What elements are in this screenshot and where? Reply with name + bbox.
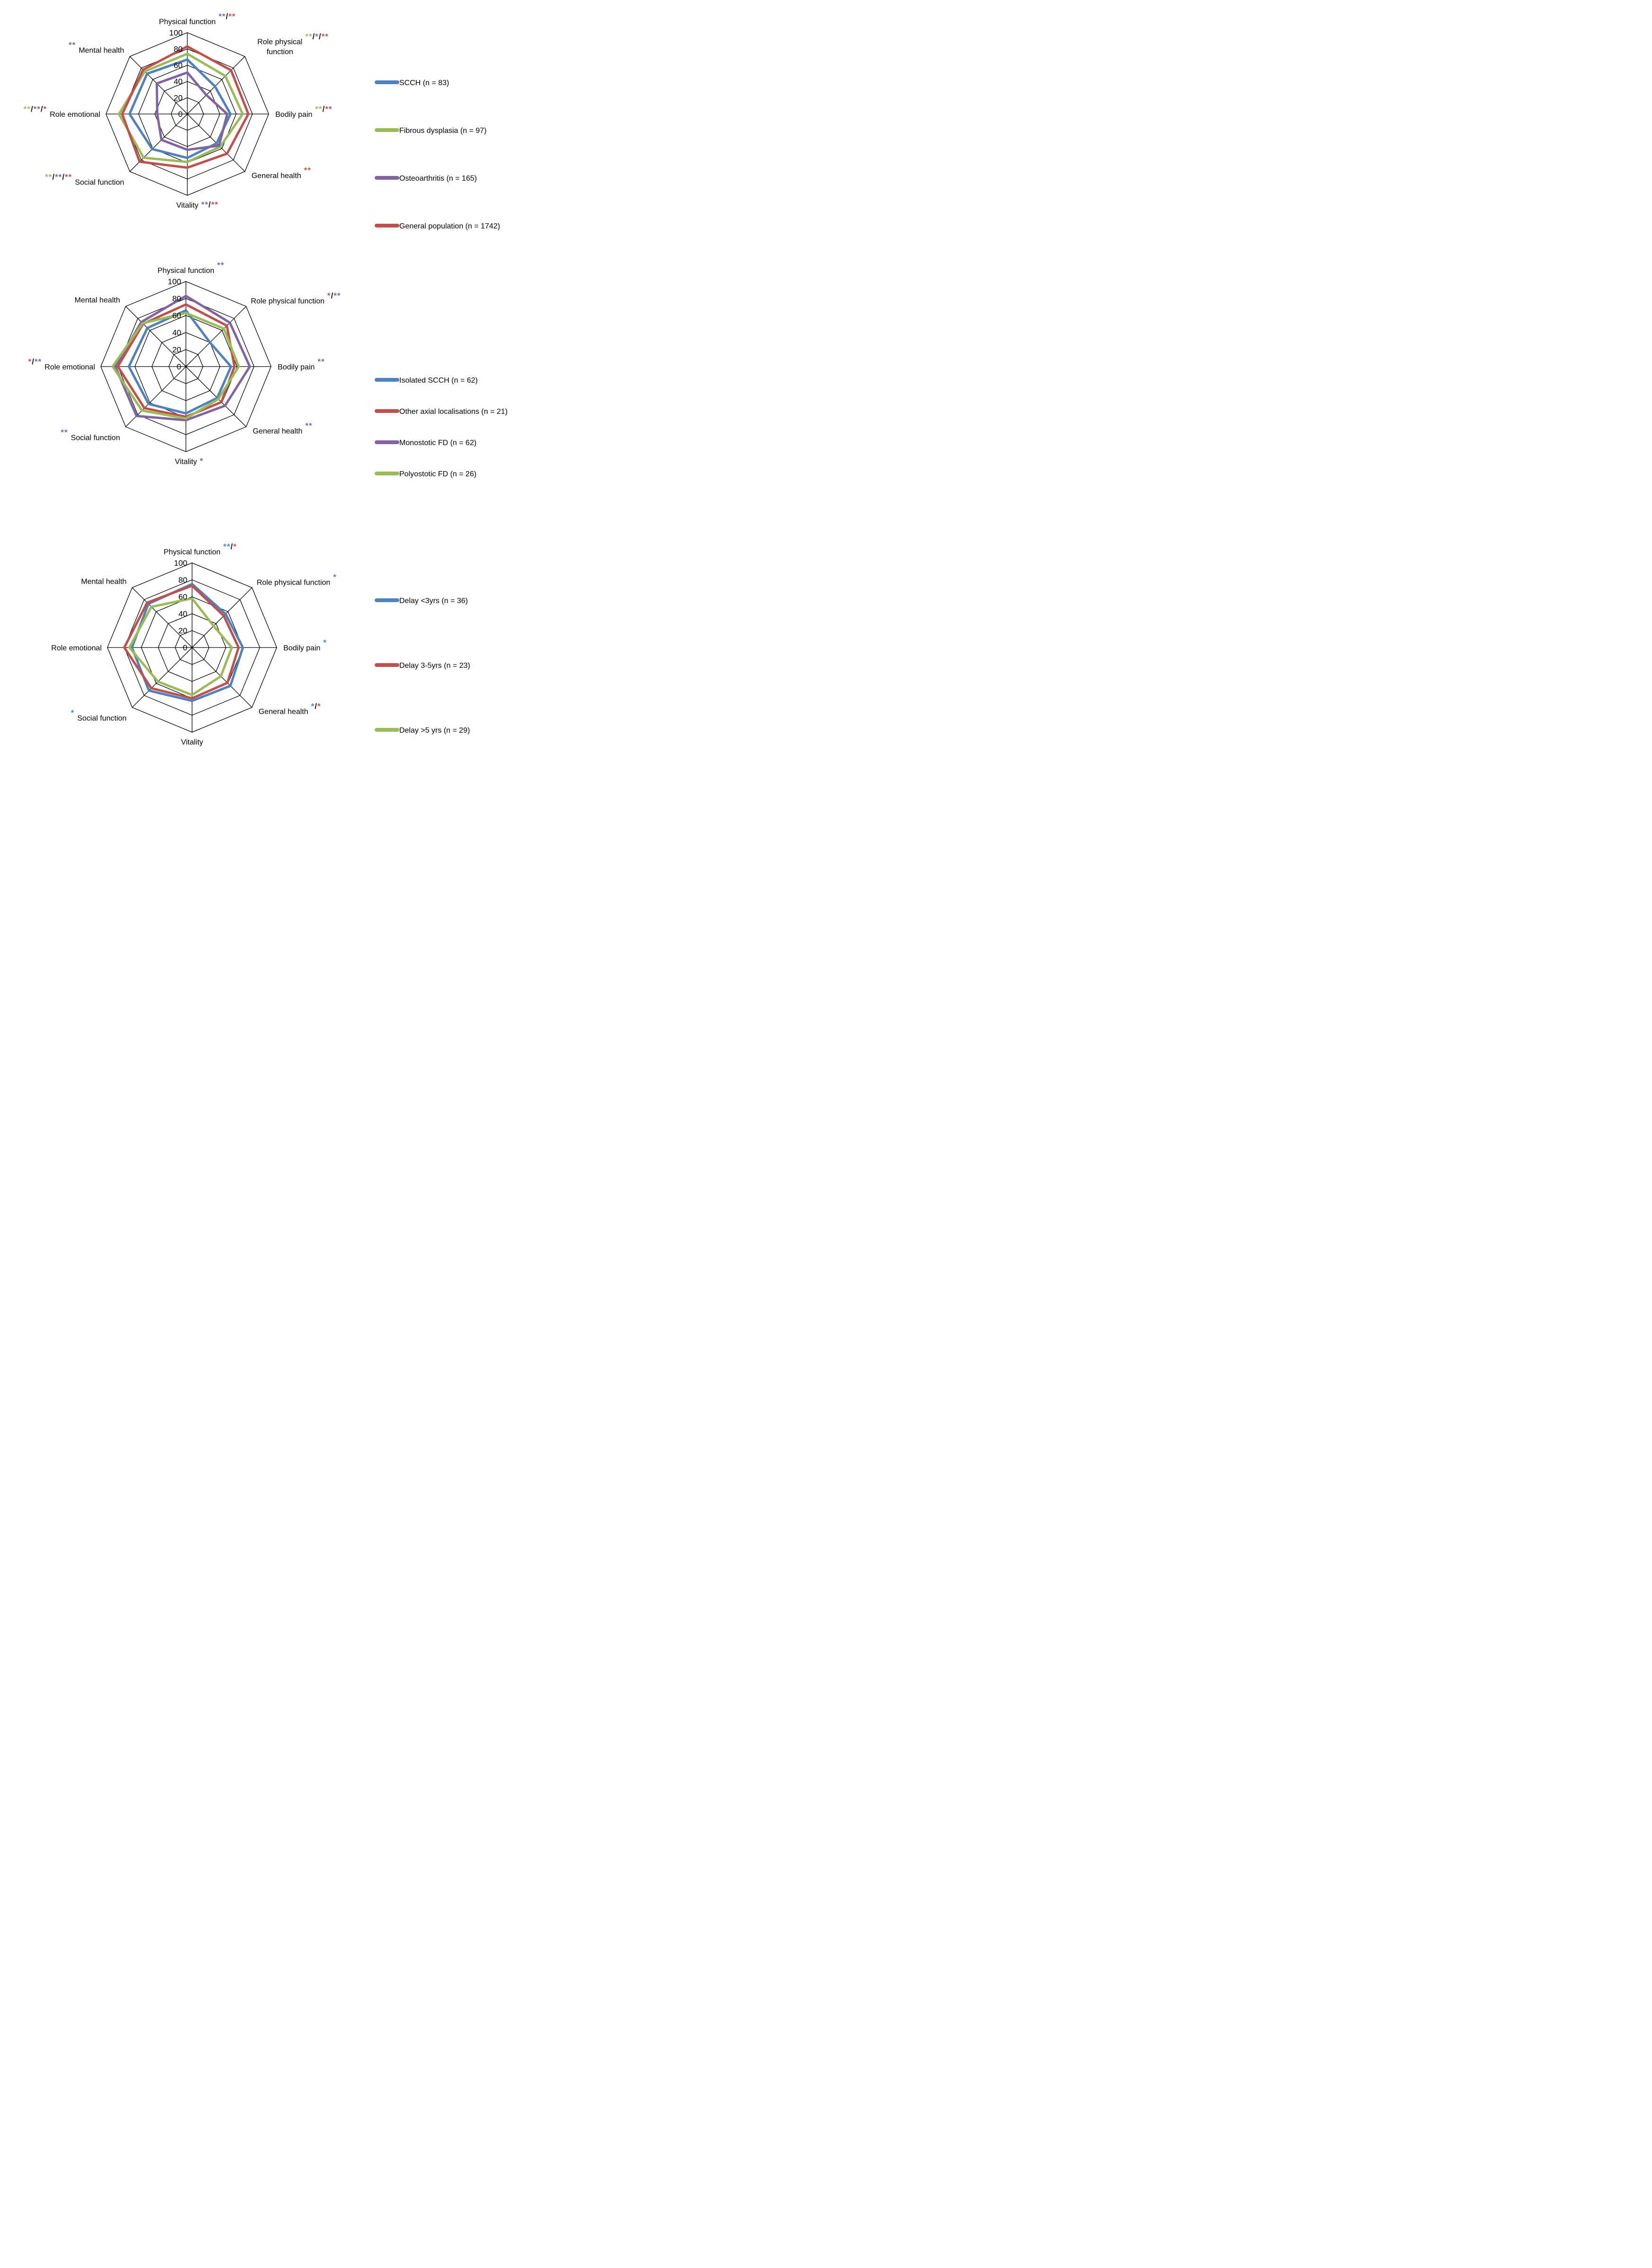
ring-label-20: 20 [172,345,181,354]
legend-label-delay-3-5yrs-n-23-: Delay 3-5yrs (n = 23) [399,662,470,670]
significance-annotation-axis-2: ** [317,357,325,366]
legend-label-delay-5-yrs-n-29-: Delay >5 yrs (n = 29) [399,727,470,735]
significance-annotation-axis-5: * [70,708,75,718]
axis-label-bodily-pain: Bodily pain [275,111,313,119]
legend-chart-1 [377,79,500,230]
ring-label-20: 20 [178,626,187,636]
significance-annotation-axis-5: **/**/** [45,172,72,182]
axis-label-general-health: General health [253,427,303,436]
axis-label-physical-function: Physical function [157,267,215,275]
ring-label-60: 60 [178,592,187,602]
radar-chart-3 [51,542,470,746]
legend-label-other-axial-localisations-n-21-: Other axial localisations (n = 21) [399,408,508,416]
ring-label-100: 100 [167,277,181,286]
significance-annotation-axis-2: **/** [315,105,333,114]
radar-charts-canvas [0,0,551,756]
radar-chart-1 [24,12,500,230]
legend-label-osteoarthritis-n-165-: Osteoarthritis (n = 165) [399,175,477,183]
ring-label-60: 60 [172,311,181,320]
series-line-delay-3-5yrs-n-23- [124,586,239,698]
radar-chart-2 [28,261,508,478]
significance-annotation-axis-2: * [323,638,327,647]
axis-label-mental-health: Mental health [79,46,124,55]
significance-annotation-axis-3: ** [304,166,311,175]
axis-label-role-physical-function: Role physical function [256,578,331,587]
significance-annotation-axis-3: ** [305,421,313,430]
axis-label-vitality: Vitality [176,201,199,210]
axis-label-physical-function: Physical function [158,18,216,26]
legend-chart-2 [377,377,508,478]
legend-label-monostotic-fd-n-62-: Monostotic FD (n = 62) [399,439,477,447]
significance-annotation-axis-0: **/* [223,542,237,551]
ring-label-80: 80 [178,575,187,585]
ring-label-0: 0 [183,643,187,652]
axis-label-social-function: Social function [70,434,120,442]
axis-label-social-function: Social function [75,178,124,187]
significance-annotation-axis-3: */* [311,701,321,711]
axis-label-role-emotional: Role emotional [50,111,100,119]
ring-label-40: 40 [172,328,181,337]
axis-label-physical-function: Physical function [163,548,221,556]
ring-label-0: 0 [176,362,181,371]
legend-chart-3 [377,597,470,735]
legend-label-general-population-n-1742-: General population (n = 1742) [399,222,501,230]
axis-label-mental-health: Mental health [74,296,120,305]
axis-label-mental-health: Mental health [81,578,127,586]
axis-label-vitality: Vitality [181,738,203,746]
ring-label-20: 20 [174,93,183,103]
ring-label-100: 100 [174,559,187,568]
axis-label-role-emotional: Role emotional [51,644,102,652]
legend-label-delay-3yrs-n-36-: Delay <3yrs (n = 36) [399,597,468,605]
legend-label-fibrous-dysplasia-n-97-: Fibrous dysplasia (n = 97) [399,127,487,135]
ring-label-40: 40 [174,77,183,87]
significance-annotation-axis-4: **/** [201,200,219,209]
significance-annotation-axis-4: * [200,456,204,465]
significance-annotation-axis-1: **/*/** [305,32,329,41]
axis-label-general-health: General health [251,172,301,180]
significance-annotation-axis-0: **/** [219,12,236,21]
legend-label-polyostotic-fd-n-26-: Polyostotic FD (n = 26) [399,470,477,478]
significance-annotation-axis-6: **/**/* [23,105,47,114]
axis-label-general-health: General health [258,708,308,716]
ring-label-100: 100 [169,28,183,37]
legend-label-isolated-scch-n-62-: Isolated SCCH (n = 62) [399,377,478,385]
ring-label-0: 0 [178,110,183,119]
legend-label-scch-n-83-: SCCH (n = 83) [399,79,449,87]
significance-annotation-axis-1: */** [327,291,341,300]
significance-annotation-axis-1: * [333,572,337,582]
axis-label-role-physical-function: Role physical function [257,38,303,56]
significance-annotation-axis-6: */** [28,357,42,366]
ring-label-80: 80 [172,294,181,303]
significance-annotation-axis-5: ** [61,428,68,437]
ring-label-60: 60 [174,61,183,70]
axis-label-role-physical-function: Role physical function [251,297,325,306]
significance-annotation-axis-0: ** [217,261,225,270]
axis-label-bodily-pain: Bodily pain [283,644,321,652]
axis-label-social-function: Social function [77,714,127,723]
sf36-radar-figure [0,0,551,756]
significance-annotation-axis-7: ** [69,40,76,50]
ring-label-80: 80 [174,44,183,54]
ring-label-40: 40 [178,609,187,619]
axis-label-vitality: Vitality [175,458,197,466]
axis-label-role-emotional: Role emotional [44,363,95,371]
axis-label-bodily-pain: Bodily pain [278,363,315,371]
